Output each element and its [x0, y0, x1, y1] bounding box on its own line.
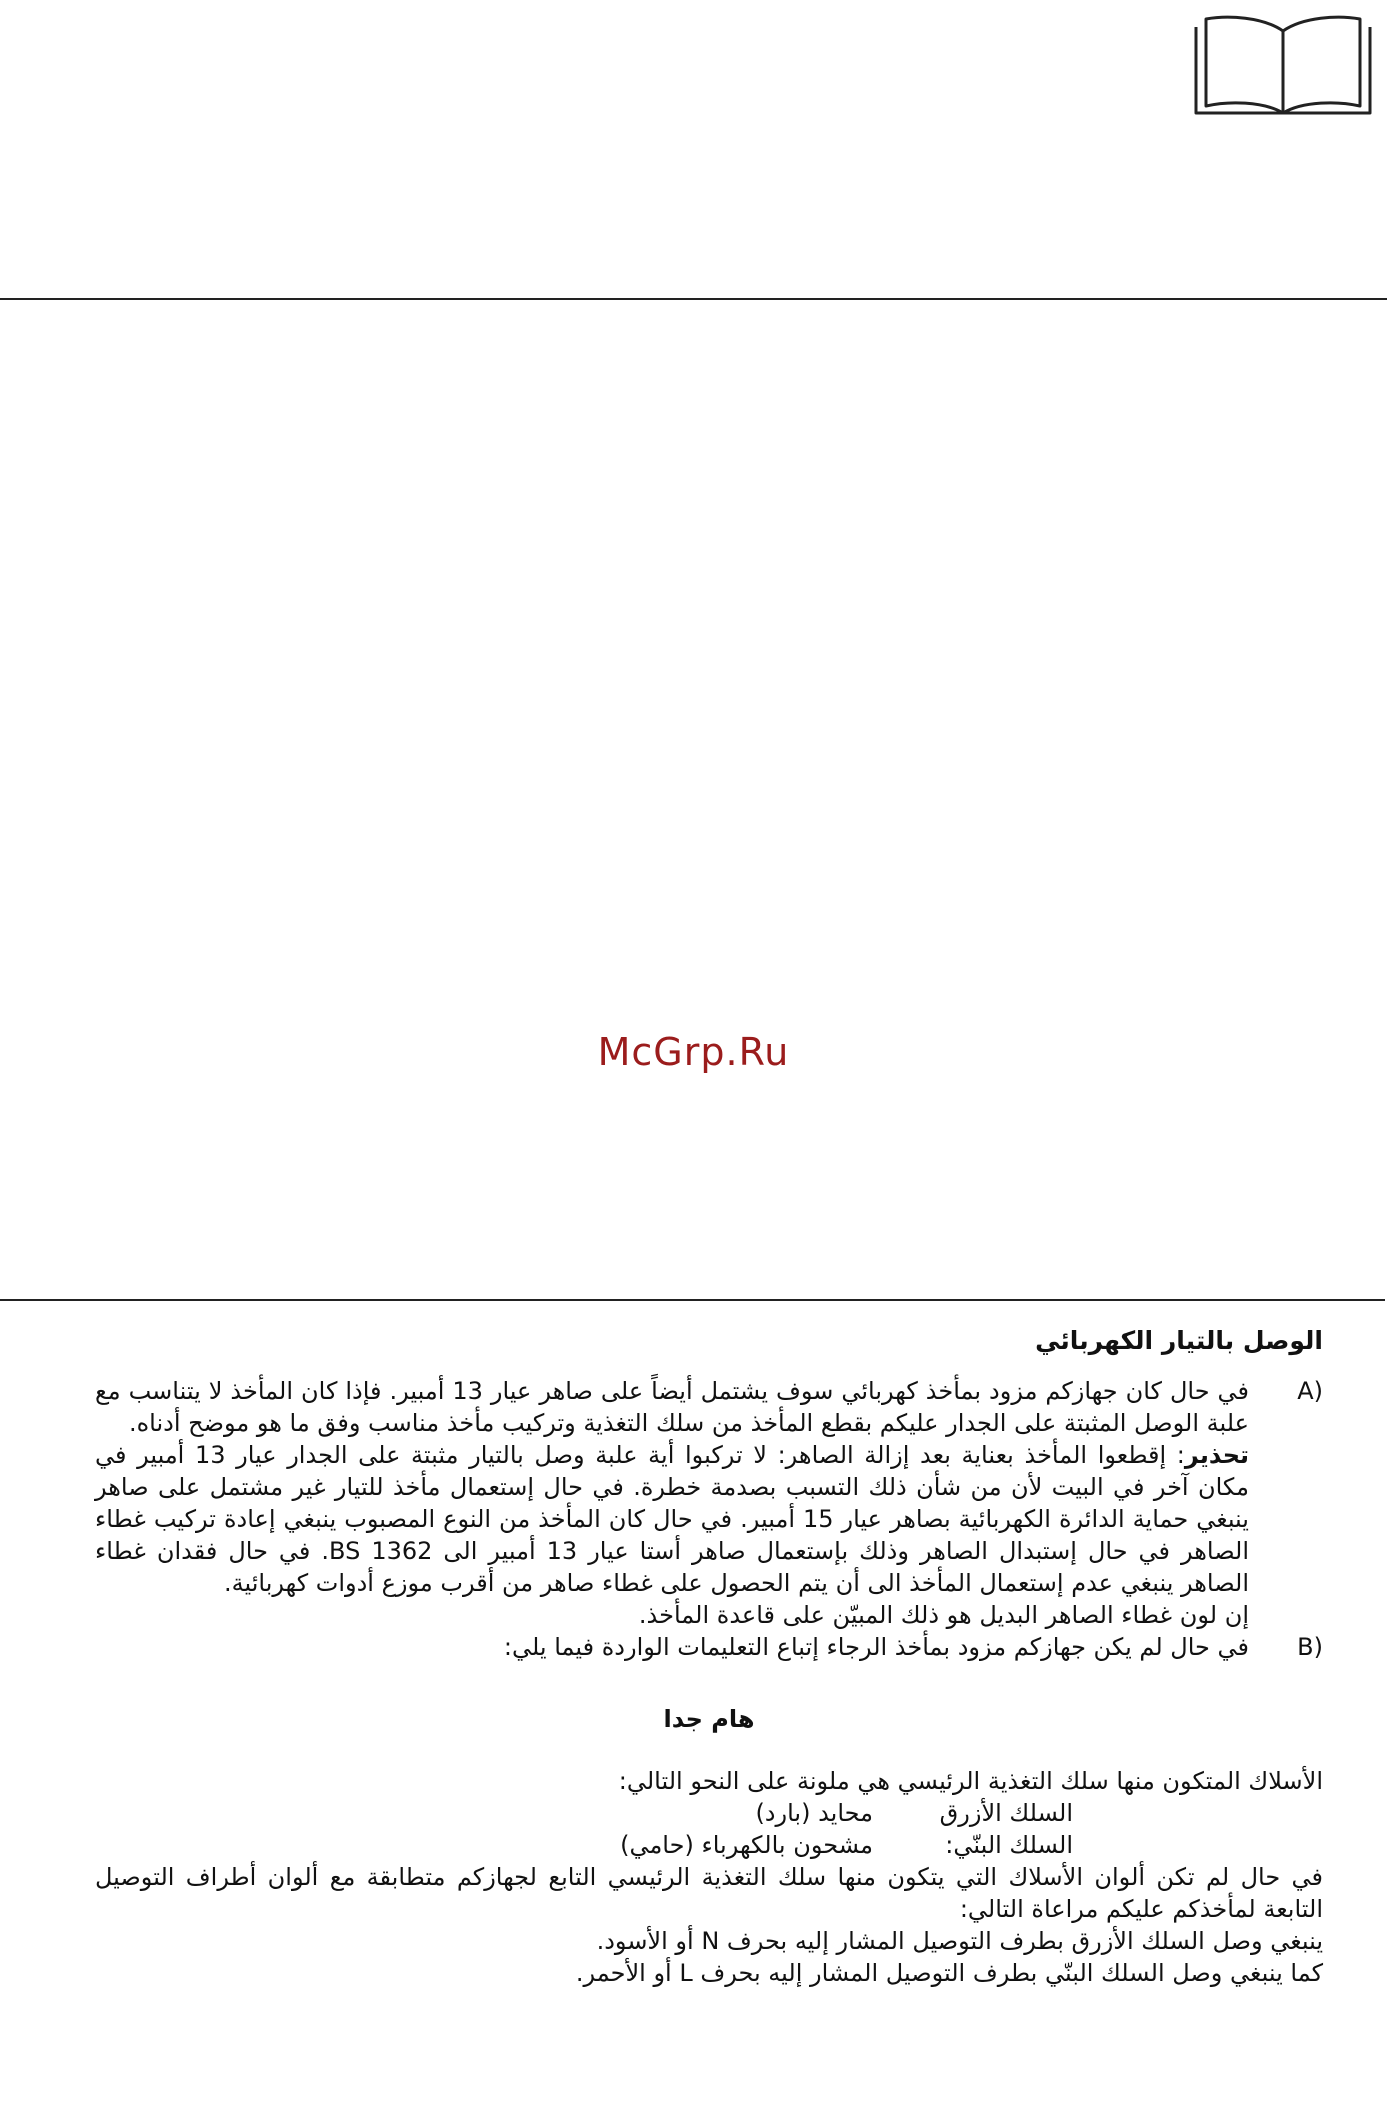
warning-label: تحذير — [1184, 1441, 1250, 1469]
brown-wire-instruction: كما ينبغي وصل السلك البنّي بطرف التوصيل المشار إليه بحرف L أو الأحمر. — [575, 1959, 1323, 1987]
item-a-marker: A) — [1297, 1377, 1323, 1405]
top-divider — [0, 298, 1387, 300]
section-title: الوصل بالتيار الكهربائي — [1035, 1326, 1323, 1355]
item-b — [95, 1631, 1323, 1663]
wire-name: السلك البنّي: — [945, 1831, 1073, 1859]
item-a-paragraph-1: في حال كان جهازكم مزود بمأخذ كهربائي سوف يشتمل أيضاً على صاهر عيار 13 أمبير. فإذا كان المأخذ لا يتناسب مع علبة الوصل المثبتة على الجدار عليكم بقطع المأخذ من سلك التغذية وتركيب مأخذ مناسب وفق ما هو موضح أدناه. — [95, 1377, 1249, 1437]
item-a — [95, 1375, 1323, 1631]
blue-wire-instruction: ينبغي وصل السلك الأزرق بطرف التوصيل المشار إليه بحرف N أو الأسود. — [596, 1927, 1323, 1955]
section-divider — [0, 1299, 1385, 1301]
connection-section — [95, 1325, 1323, 1989]
item-a-paragraph-3: إن لون غطاء الصاهر البديل هو ذلك المبيّن على قاعدة المأخذ. — [638, 1601, 1249, 1629]
wires-intro: الأسلاك المتكون منها سلك التغذية الرئيسي هي ملونة على النحو التالي: — [618, 1767, 1323, 1795]
wire-name: السلك الأزرق — [939, 1799, 1073, 1827]
wire-row-brown — [95, 1829, 1323, 1861]
important-heading: هام جدا — [663, 1705, 755, 1733]
item-b-paragraph: في حال لم يكن جهازكم مزود بمأخذ الرجاء إتباع التعليمات الواردة فيما يلي: — [503, 1633, 1249, 1661]
wire-row-blue — [95, 1797, 1323, 1829]
watermark: McGrp.Ru — [597, 1030, 790, 1074]
colors-paragraph: في حال لم تكن ألوان الأسلاك التي يتكون منها سلك التغذية الرئيسي التابع لجهازكم متطابقة مع ألوان أطراف التوصيل التابعة لمأخذكم عليكم مراعاة التالي: — [95, 1863, 1323, 1923]
wire-role: مشحون بالكهرباء (حامي) — [620, 1831, 873, 1859]
item-b-marker: B) — [1297, 1633, 1323, 1661]
wire-role: محايد (بارد) — [755, 1799, 873, 1827]
warning-text: : إقطعوا المأخذ بعناية بعد إزالة الصاهر: لا تركبوا أية علبة وصل بالتيار مثبتة على الجدار عيار 13 أمبير في مكان آخر في البيت لأن من شأن ذلك التسبب بصدمة خطرة. في حال إستعمال مأخذ للتيار غير مشتمل على صاهر ينبغي حماية الدائرة الكهربائية بصاهر عيار 15 أمبير. في حال كان المأخذ من النوع المصبوب ينبغي إعادة تركيب غطاء الصاهر في حال إستبدال الصاهر وذلك بإستعمال صاهر أستا عيار 13 أمبير الى BS 1362. في حال فقدان غطاء الصاهر ينبغي عدم إستعمال المأخذ الى أن يتم الحصول على غطاء صاهر من أقرب موزع أدوات كهربائية. — [95, 1441, 1250, 1597]
open-book-icon — [1188, 13, 1378, 118]
item-a-warning — [95, 1439, 1249, 1599]
